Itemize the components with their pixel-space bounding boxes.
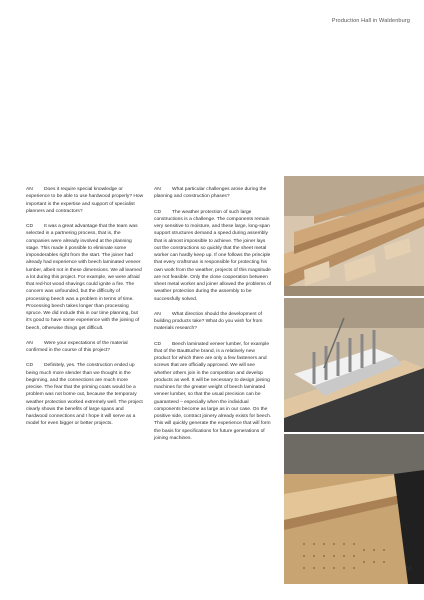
speaker-tag: CD — [26, 224, 34, 229]
answer-paragraph — [26, 223, 144, 332]
paragraph-text: Beech laminated veneer lumber, for example that of the BauBuche brand, is a relatively new product for which there are only a few fasteners and screws that are officially approved. We will see whether others join in the competition and develop products as well. It will be necessary to design joining machines for the greater weight of beech laminated veneer lumber, so that the usual precision can be guaranteed – especially when the individual components become as large as in our case. On the positive side, contract joinery already exists for beech. This will quickly generate the experience that will form the basis for specifications for future generations of joining machines. — [154, 341, 272, 441]
answer-paragraph — [26, 362, 144, 427]
paragraph-text: The weather protection of such large constructions is a challenge. The components remain very sensitive to moisture, and these large, long-span support structures demand a speed during assembly that is almost impossible to achieve. The joiner lays out the constructions so quickly that the sheet metal worker can hardly keep up. If one follows the principle that every craftsman is responsible for protecting his own work from the weather, projects of this magnitude are not feasible. Only the close cooperation between sheet metal worker and joiner allowed the problems of weather protection during the assembly to be successfully solved. — [154, 209, 272, 302]
paragraph-text: Does it require special knowledge or experience to be able to use hardwood properly? How important is the expertise and support of specialist planners and contractors? — [26, 187, 144, 214]
left-text-column — [26, 186, 144, 436]
running-header: Production Hall in Waldenburg — [331, 18, 410, 24]
photo-beech-beams — [284, 176, 424, 296]
question-paragraph — [26, 186, 144, 215]
right-text-column — [154, 186, 272, 450]
answer-paragraph — [154, 341, 272, 443]
question-paragraph — [26, 340, 144, 355]
question-paragraph — [154, 186, 272, 201]
speaker-tag: CD — [154, 341, 162, 347]
paragraph-text: It was a great advantage that the team was selected in a partnering process, that is, the companies were already involved at the planning stage. This made it possible to eliminate some imponderables right from the start. The joiner had already had experience with beech laminated veneer lumber, albeit not in these dimensions. We all learned a lot during this project. For example, we were afraid that red-hot wood shavings could ignite a fire. The concern was unfounded, but the difficulty of processing beech was a problem in terms of time. Processing beech takes longer than processing spruce. We did include this in our time planning, but it's good to have some experience with the joining of beech, otherwise things get difficult. — [26, 224, 142, 331]
photo-beam-workshop — [284, 434, 424, 584]
speaker-tag: AN — [154, 311, 161, 317]
photo-steel-connector — [284, 298, 424, 432]
page-number: 61 — [405, 566, 412, 572]
answer-paragraph — [154, 209, 272, 303]
paragraph-text: What direction should the development of building products take? What do you wish for from materials research? — [154, 311, 263, 332]
speaker-tag: AN — [154, 187, 161, 192]
speaker-tag: CD — [154, 209, 162, 215]
speaker-tag: AN — [26, 340, 33, 346]
speaker-tag: CD — [26, 363, 34, 369]
paragraph-text: Were your expectations of the material confirmed in the course of this project? — [26, 340, 128, 353]
photo-strip — [284, 176, 424, 584]
paragraph-text: What particular challenges arose during the planning and construction phases? — [154, 187, 267, 200]
paragraph-text: Definitely, yes. The construction ended up being much more slender than we thought in the beginning, and the connections are much more precise. The fear that the priming coats would be a problem was not borne out, because the temporary weather protection worked extremely well. The project clearly shows the benefits of large spans and hardwood connections and I hope it will serve as a model for even bigger or better projects. — [26, 363, 143, 427]
question-paragraph — [154, 311, 272, 333]
speaker-tag: AN — [26, 187, 33, 192]
